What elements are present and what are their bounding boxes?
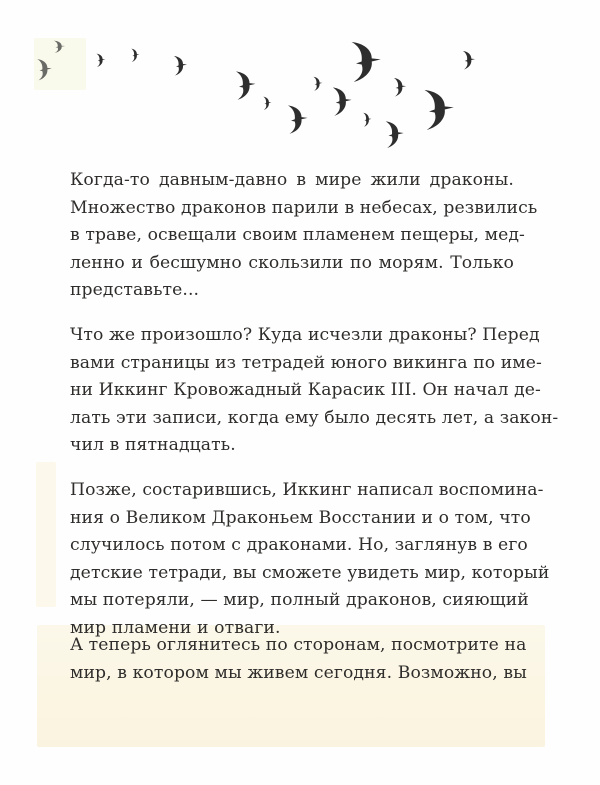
text-line: А теперь оглянитесь по сторонам, посмотрите на — [70, 635, 527, 655]
text-line: Множество драконов парили в небесах, резвились — [70, 197, 538, 218]
dragon-silhouette-icon — [35, 58, 53, 82]
text-line: детские тетради, вы сможете увидеть мир, который — [70, 562, 550, 583]
text-line: Что же произошло? Куда исчезли драконы? Перед — [70, 325, 540, 345]
dragon-silhouette-icon — [330, 86, 353, 118]
dragon-silhouette-icon — [233, 70, 257, 102]
text-line: представьте... — [70, 280, 200, 301]
dragon-silhouette-icon — [262, 96, 272, 111]
text-line: мир пламени и отваги. — [70, 617, 281, 638]
dragon-silhouette-icon — [95, 53, 106, 68]
text-line: ни Иккинг Кровожадный Карасик III. Он начал де- — [70, 380, 541, 401]
dragon-silhouette-icon — [285, 104, 309, 136]
dragon-silhouette-icon — [312, 76, 323, 92]
dragon-silhouette-icon — [362, 112, 372, 128]
text-line: лать эти записи, когда ему было десять лет, а закон- — [70, 407, 559, 428]
dragon-silhouette-icon — [347, 40, 383, 85]
text-line: чил в пятнадцать. — [70, 435, 236, 456]
text-line: Когда-то давным-давно в мире жили драконы. — [70, 170, 514, 190]
dragon-silhouette-icon — [420, 88, 456, 133]
text-line: случилось потом с драконами. Но, заглянув в его — [70, 535, 528, 556]
text-line: в траве, освещали своим пламенем пещеры, мед- — [70, 225, 525, 246]
dragon-silhouette-icon — [392, 77, 407, 98]
paragraph-question — [70, 322, 559, 460]
paragraph-memoir — [70, 477, 550, 643]
dragon-silhouette-icon — [172, 55, 188, 77]
text-line: ния о Великом Драконьем Восстании и о том, что — [70, 507, 531, 528]
text-line: мы потеряли, — мир, полный драконов, сияющий — [70, 590, 529, 611]
text-line: мир, в котором мы живем сегодня. Возможно, вы — [70, 662, 527, 683]
paragraph-intro — [70, 167, 538, 305]
text-line: Позже, состарившись, Иккинг написал воспомина- — [70, 480, 544, 500]
dragon-silhouette-icon — [383, 120, 405, 150]
dragon-flock-illustration — [0, 0, 600, 160]
parchment-texture — [36, 462, 56, 607]
text-line: вами страницы из тетрадей юного викинга по име- — [70, 352, 542, 373]
dragon-silhouette-icon — [52, 40, 66, 54]
dragon-silhouette-icon — [461, 50, 476, 71]
dragon-silhouette-icon — [130, 48, 140, 63]
text-line: ленно и бесшумно скользили по морям. Только — [70, 252, 514, 273]
paragraph-look-around — [70, 632, 527, 687]
